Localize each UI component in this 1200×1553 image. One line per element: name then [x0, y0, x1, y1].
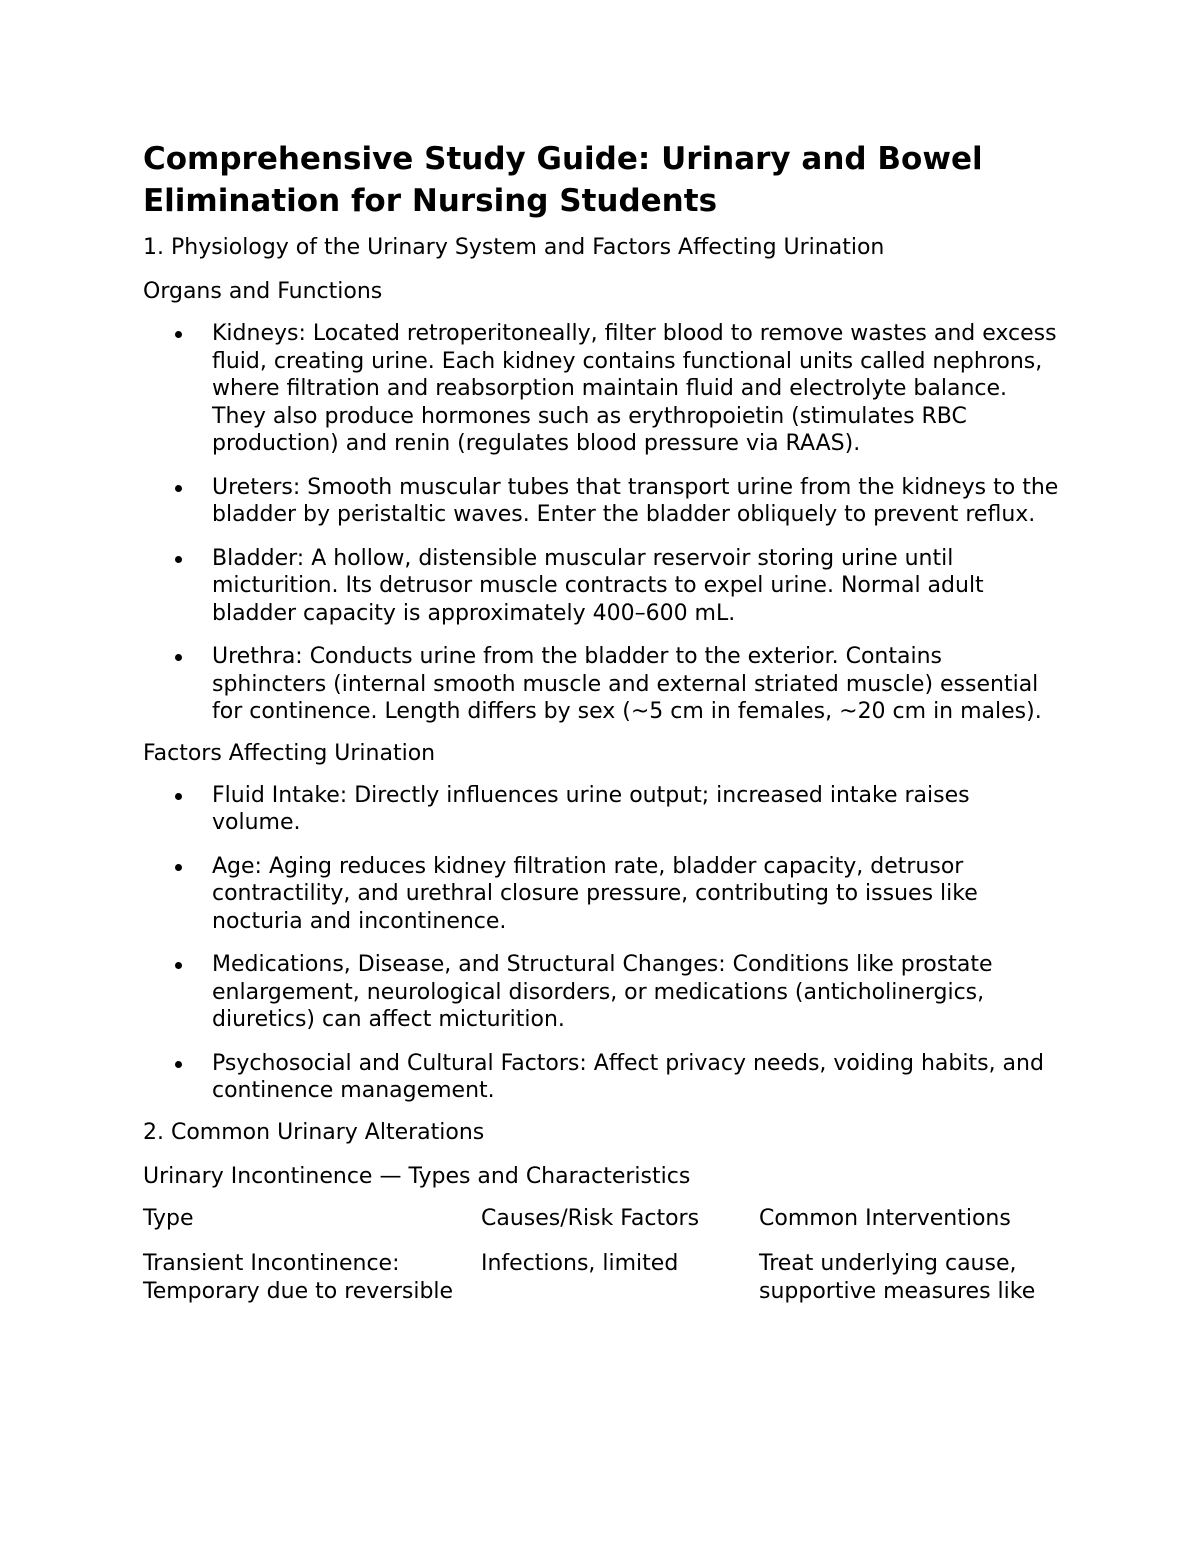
bullet-icon [175, 864, 182, 871]
incontinence-table [143, 1205, 1063, 1306]
list-item-text: Psychosocial and Cultural Factors: Affect privacy needs, voiding habits, and continence management. [212, 1050, 1044, 1103]
list-item-text: Ureters: Smooth muscular tubes that transport urine from the kidneys to the bladder by peristaltic waves. Enter the bladder obliquely to prevent reflux. [212, 474, 1059, 527]
bullet-icon [175, 331, 182, 338]
document-title: Comprehensive Study Guide: Urinary and Bowel Elimination for Nursing Students [143, 141, 983, 219]
organs-list [143, 320, 1063, 726]
bullet-icon [175, 1061, 182, 1068]
bullet-icon [175, 962, 182, 969]
list-item [143, 320, 1063, 458]
list-item [143, 951, 1063, 1034]
table-cell: Treat underlying cause, supportive measures like [759, 1251, 1036, 1304]
section-2-heading: 2. Common Urinary Alterations [143, 1119, 485, 1145]
list-item-text: Bladder: A hollow, distensible muscular reservoir storing urine until micturition. Its detrusor muscle contracts to expel urine. Normal adult bladder capacity is approximately 400–600 mL. [212, 545, 984, 626]
column-header-causes: Causes/Risk Factors [481, 1205, 700, 1231]
section-1-heading: 1. Physiology of the Urinary System and Factors Affecting Urination [143, 235, 885, 260]
list-item-text: Fluid Intake: Directly influences urine output; increased intake raises volume. [212, 782, 970, 835]
factors-heading: Factors Affecting Urination [143, 740, 436, 766]
column-header-type: Type [143, 1205, 194, 1231]
list-item [143, 643, 1063, 726]
table-row [143, 1250, 1063, 1305]
list-item-text: Medications, Disease, and Structural Changes: Conditions like prostate enlargement, neurological disorders, or medications (anticholinergics, diuretics) can affect micturition. [212, 952, 993, 1032]
list-item [143, 474, 1063, 529]
table-cell: Transient Incontinence: Temporary due to reversible [143, 1251, 454, 1304]
list-item-text: Kidneys: Located retroperitoneally, filter blood to remove wastes and excess fluid, creating urine. Each kidney contains functional units called nephrons, where filtration and reabsorption maintain fluid and electrolyte balance. They also produce hormones such as erythropoietin (stimulates RBC production) and renin (regulates blood pressure via RAAS). [212, 321, 1057, 456]
list-item [143, 853, 1063, 936]
factors-list [143, 782, 1063, 1105]
list-item [143, 545, 1063, 628]
list-item [143, 782, 1063, 837]
incontinence-heading: Urinary Incontinence — Types and Characteristics [143, 1163, 691, 1189]
table-cell: Infections, limited [481, 1251, 679, 1276]
column-header-interventions: Common Interventions [759, 1205, 1011, 1231]
document-page [143, 138, 1063, 1305]
bullet-icon [175, 793, 182, 800]
list-item [143, 1050, 1063, 1105]
organs-heading: Organs and Functions [143, 279, 383, 304]
bullet-icon [175, 485, 182, 492]
list-item-text: Urethra: Conducts urine from the bladder to the exterior. Contains sphincters (internal smooth muscle and external striated muscle) essential for continence. Length differs by sex (~5 cm in females, ~20 cm in males). [212, 644, 1042, 724]
bullet-icon [175, 556, 182, 563]
list-item-text: Age: Aging reduces kidney filtration rate, bladder capacity, detrusor contractility, and urethral closure pressure, contributing to issues like nocturia and incontinence. [212, 853, 978, 934]
table-header-row [143, 1205, 1063, 1251]
bullet-icon [175, 654, 182, 661]
